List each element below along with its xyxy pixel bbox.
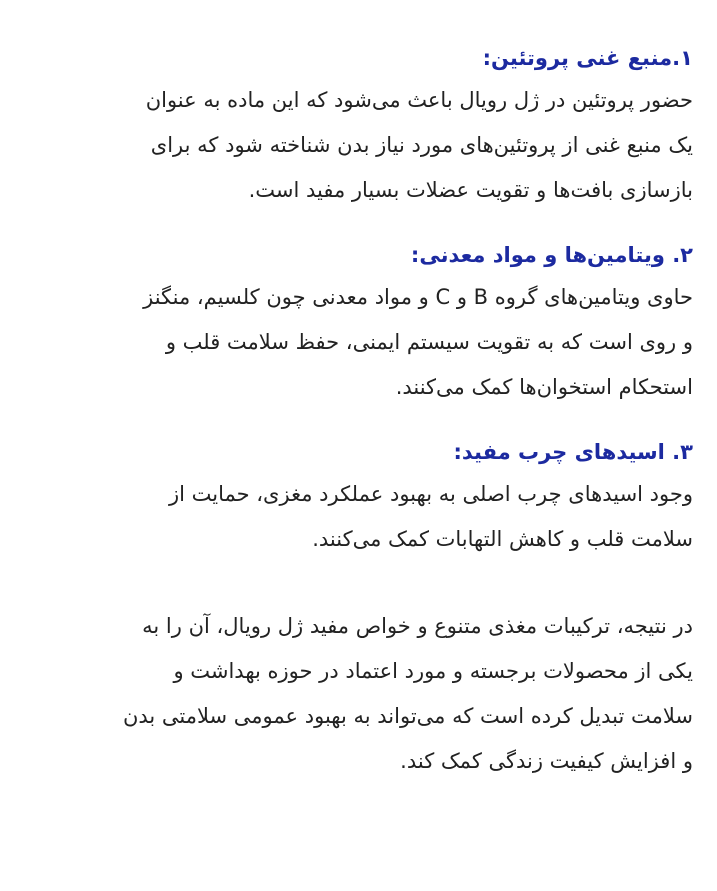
section-fatty-acids	[32, 436, 693, 562]
paragraph-line: حضور پروتئین در ژل رویال باعث می‌شود که این ماده به عنوان	[145, 88, 693, 112]
paragraph-line: وجود اسیدهای چرب اصلی به بهبود عملکرد مغزی، حمایت از	[168, 482, 693, 506]
paragraph-line: یک منبع غنی از پروتئین‌های مورد نیاز بدن شناخته شود که برای	[150, 133, 693, 157]
paragraph-line: حاوی ویتامین‌های گروه B و C و مواد معدنی چون کلسیم، منگنز	[143, 285, 693, 309]
section-protein	[32, 42, 693, 213]
section-heading: ۱.منبع غنی پروتئین:	[482, 46, 693, 70]
section-vitamins	[32, 239, 693, 410]
paragraph-line: سلامت قلب و کاهش التهابات کمک می‌کنند.	[312, 527, 693, 551]
paragraph-line: و روی است که به تقویت سیستم ایمنی، حفظ سلامت قلب و	[165, 330, 693, 354]
paragraph-line: و افزایش کیفیت زندگی کمک کند.	[400, 749, 693, 773]
paragraph-line: استحکام استخوان‌ها کمک می‌کنند.	[395, 375, 693, 399]
conclusion-paragraph	[32, 604, 693, 784]
paragraph-line: سلامت تبدیل کرده است که می‌تواند به بهبود عمومی سلامتی بدن	[122, 704, 693, 728]
paragraph-line: در نتیجه، ترکیبات مغذی متنوع و خواص مفید ژل رویال، آن را به	[142, 614, 693, 638]
paragraph-line: یکی از محصولات برجسته و مورد اعتماد در حوزه بهداشت و	[173, 659, 693, 683]
paragraph-line: بازسازی بافت‌ها و تقویت عضلات بسیار مفید است.	[248, 178, 693, 202]
section-heading: ۲. ویتامین‌ها و مواد معدنی:	[410, 243, 693, 267]
section-heading: ۳. اسیدهای چرب مفید:	[453, 440, 693, 464]
